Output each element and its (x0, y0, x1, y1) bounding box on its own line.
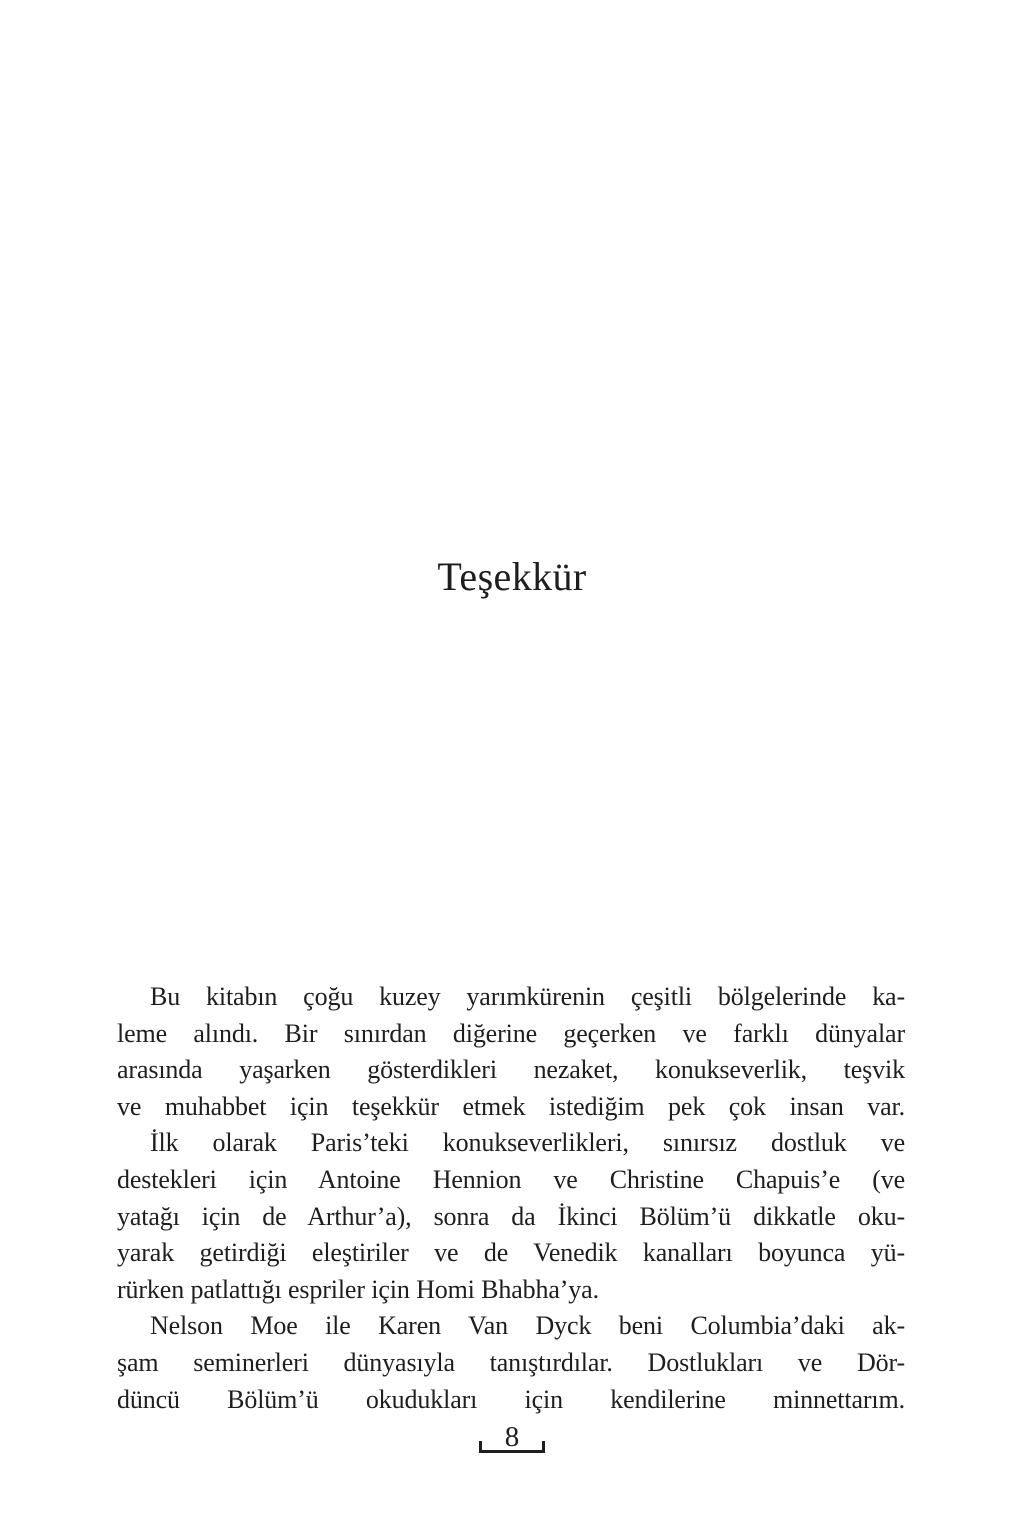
text-line: yarak getirdiği eleştiriler ve de Venedik kanalları boyunca yü- (117, 1238, 905, 1268)
text-line: Nelson Moe ile Karen Van Dyck beni Columbia’daki ak- (150, 1311, 905, 1341)
text-line: şam seminerleri dünyasıyla tanıştırdılar. Dostlukları ve Dör- (117, 1347, 905, 1377)
text-line: ve muhabbet için teşekkür etmek istediğim pek çok insan var. (117, 1091, 905, 1121)
text-line: yatağı için de Arthur’a), sonra da İkinci Bölüm’ü dikkatle oku- (117, 1201, 905, 1231)
text-line: destekleri için Antoine Hennion ve Christine Chapuis’e (ve (117, 1164, 905, 1194)
paragraph (117, 1308, 905, 1418)
chapter-title: Teşekkür (437, 554, 587, 599)
body-text (117, 979, 905, 1418)
text-line: rürken patlattığı espriler için Homi Bhabha’ya. (117, 1274, 599, 1304)
text-line: düncü Bölüm’ü okudukları için kendilerine minnettarım. (117, 1384, 905, 1414)
text-line: Bu kitabın çoğu kuzey yarımkürenin çeşitli bölgelerinde ka- (150, 982, 905, 1011)
text-line: arasında yaşarken gösterdikleri nezaket, konukseverlik, teşvik (117, 1055, 905, 1085)
page-number: 8 (504, 1421, 520, 1453)
paragraph (117, 1125, 905, 1308)
paragraph (117, 979, 905, 1125)
text-line: leme alındı. Bir sınırdan diğerine geçerken ve farklı dünyalar (117, 1018, 905, 1048)
page-number-rule (479, 1441, 545, 1453)
text-line: İlk olarak Paris’teki konukseverlikleri, sınırsız dostluk ve (150, 1128, 905, 1158)
